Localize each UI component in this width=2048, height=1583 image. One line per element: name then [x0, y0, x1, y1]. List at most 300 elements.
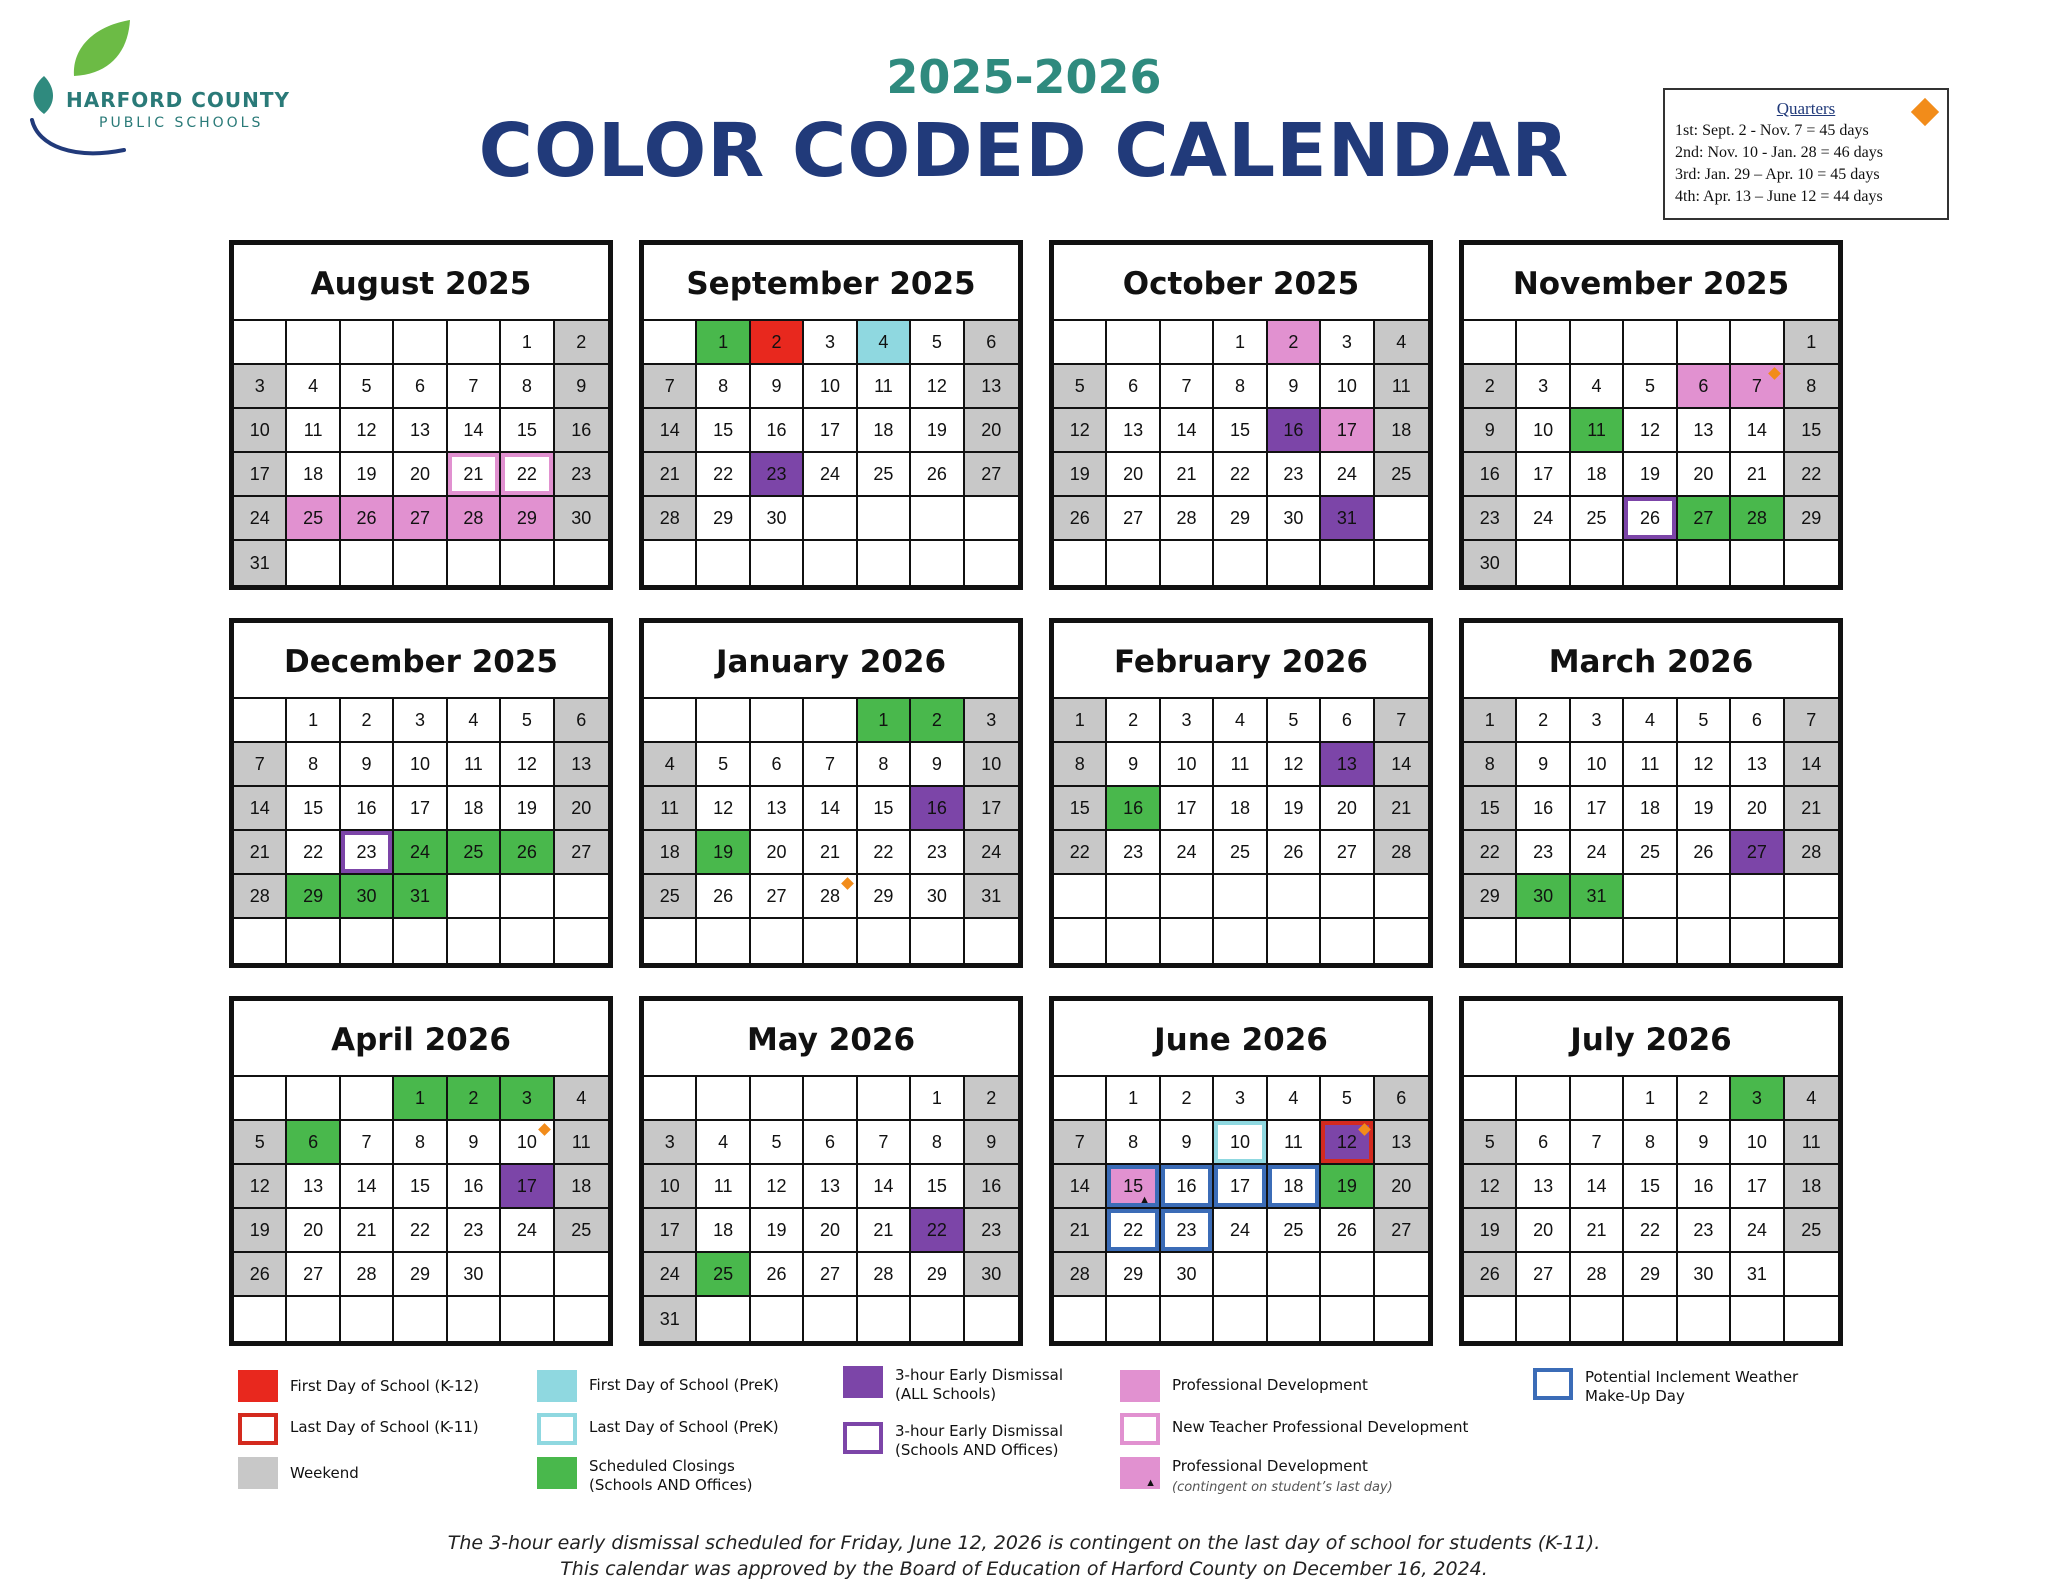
- day-cell: 20: [1731, 787, 1784, 831]
- empty-cell: [341, 541, 394, 585]
- day-cell: 2: [1464, 365, 1517, 409]
- month-calendar: [1459, 996, 1843, 1346]
- empty-cell: [1054, 321, 1107, 365]
- day-cell: 14: [234, 787, 287, 831]
- legend-label-line: (Schools AND Offices): [895, 1441, 1059, 1459]
- day-cell: 16: [1161, 1165, 1214, 1209]
- empty-cell: [858, 919, 911, 963]
- legend-label-line: (Schools AND Offices): [589, 1476, 753, 1494]
- day-cell: 15: [911, 1165, 964, 1209]
- empty-cell: [234, 321, 287, 365]
- day-cell: 12: [911, 365, 964, 409]
- day-cell: 6: [1375, 1077, 1428, 1121]
- day-cell: 3: [394, 699, 447, 743]
- day-cell: 22: [697, 453, 750, 497]
- day-cell: ▲ 15: [1107, 1165, 1160, 1209]
- empty-cell: [1054, 541, 1107, 585]
- day-cell: 29: [697, 497, 750, 541]
- day-cell: 7: [644, 365, 697, 409]
- day-cell: 1: [1107, 1077, 1160, 1121]
- day-cell: 6: [1731, 699, 1784, 743]
- day-cell: 22: [858, 831, 911, 875]
- empty-cell: [394, 541, 447, 585]
- empty-cell: [1785, 875, 1838, 919]
- empty-cell: [1321, 1253, 1374, 1297]
- day-cell: 1: [1464, 699, 1517, 743]
- day-cell: 29: [1214, 497, 1267, 541]
- day-cell: 30: [965, 1253, 1018, 1297]
- day-cell: 4: [1214, 699, 1267, 743]
- legend-label-line: 3-hour Early Dismissal: [895, 1366, 1064, 1384]
- legend-first-day: [238, 1370, 479, 1402]
- quarter-line: 3rd: Jan. 29 – Apr. 10 = 45 days: [1675, 166, 1880, 183]
- empty-cell: [1054, 1297, 1107, 1341]
- day-cell: 7: [858, 1121, 911, 1165]
- empty-cell: [555, 1297, 608, 1341]
- day-cell: 7: [1785, 699, 1838, 743]
- day-cell: 14: [858, 1165, 911, 1209]
- day-cell: 6: [287, 1121, 340, 1165]
- day-cell: 23: [1464, 497, 1517, 541]
- month-calendar: [1049, 240, 1433, 590]
- month-title: January 2026: [644, 623, 1018, 699]
- empty-cell: [1107, 541, 1160, 585]
- day-cell: 28: [858, 1253, 911, 1297]
- empty-cell: [394, 321, 447, 365]
- day-cell: 4: [1571, 365, 1624, 409]
- legend-label-line: Potential Inclement Weather: [1585, 1368, 1799, 1386]
- legend-swatch: [537, 1370, 577, 1402]
- day-cell: 20: [1321, 787, 1374, 831]
- empty-cell: [1731, 919, 1784, 963]
- day-cell: 22: [287, 831, 340, 875]
- day-cell: 2: [1268, 321, 1321, 365]
- day-cell: 1: [1785, 321, 1838, 365]
- day-cell: 25: [1571, 497, 1624, 541]
- day-cell: 22: [1214, 453, 1267, 497]
- day-cell: 19: [1678, 787, 1731, 831]
- day-cell: 29: [1785, 497, 1838, 541]
- day-cell: 17: [1321, 409, 1374, 453]
- day-cell: 29: [858, 875, 911, 919]
- day-cell: 23: [1517, 831, 1570, 875]
- day-cell: 9: [1517, 743, 1570, 787]
- empty-cell: [1571, 1297, 1624, 1341]
- day-cell: 14: [804, 787, 857, 831]
- month-title: November 2025: [1464, 245, 1838, 321]
- day-cell: 10: [644, 1165, 697, 1209]
- legend-swatch: [843, 1366, 883, 1398]
- day-cell: 24: [1731, 1209, 1784, 1253]
- day-cell: 7: [1571, 1121, 1624, 1165]
- legend-label: [589, 1457, 752, 1495]
- day-cell: 2: [1517, 699, 1570, 743]
- empty-cell: [1464, 321, 1517, 365]
- day-cell: 20: [1375, 1165, 1428, 1209]
- empty-cell: [697, 541, 750, 585]
- legend-label: First Day of School (PreK): [589, 1376, 779, 1394]
- day-cell: 19: [1464, 1209, 1517, 1253]
- empty-cell: [394, 1297, 447, 1341]
- day-cell: 3: [644, 1121, 697, 1165]
- empty-cell: [1054, 875, 1107, 919]
- day-cell: 10: [1321, 365, 1374, 409]
- empty-cell: [234, 919, 287, 963]
- day-cell: 31: [1731, 1253, 1784, 1297]
- month-days-grid: [644, 1077, 1018, 1341]
- legend-label: [1172, 1457, 1393, 1497]
- legend-early-all: [843, 1366, 1063, 1404]
- day-cell: 26: [341, 497, 394, 541]
- day-cell: 12: [501, 743, 554, 787]
- day-cell: 18: [1785, 1165, 1838, 1209]
- day-cell: 23: [448, 1209, 501, 1253]
- empty-cell: [1375, 1297, 1428, 1341]
- day-cell: 31: [1571, 875, 1624, 919]
- day-cell: 28: [341, 1253, 394, 1297]
- day-cell: 7: [1161, 365, 1214, 409]
- day-cell: 11: [287, 409, 340, 453]
- day-cell: 1: [697, 321, 750, 365]
- day-cell: 13: [1375, 1121, 1428, 1165]
- day-cell: 11: [1785, 1121, 1838, 1165]
- day-cell: 22: [1054, 831, 1107, 875]
- day-cell: 7: [341, 1121, 394, 1165]
- day-cell: 16: [1464, 453, 1517, 497]
- day-cell: 12: [751, 1165, 804, 1209]
- title-year: 2025-2026: [886, 50, 1162, 104]
- empty-cell: [644, 1077, 697, 1121]
- legend-pd: [1120, 1370, 1368, 1402]
- day-cell: 15: [1785, 409, 1838, 453]
- day-cell: 12: [1054, 409, 1107, 453]
- day-cell: 19: [697, 831, 750, 875]
- day-cell: 22: [394, 1209, 447, 1253]
- day-cell: 15: [287, 787, 340, 831]
- day-cell: 14: [1785, 743, 1838, 787]
- day-cell: 12: [1464, 1165, 1517, 1209]
- month-days-grid: [1464, 699, 1838, 963]
- empty-cell: [1731, 321, 1784, 365]
- empty-cell: [501, 1297, 554, 1341]
- empty-cell: [911, 541, 964, 585]
- empty-cell: [1517, 1077, 1570, 1121]
- day-cell: 19: [911, 409, 964, 453]
- day-cell: 19: [1268, 787, 1321, 831]
- day-cell: 5: [501, 699, 554, 743]
- day-cell: 11: [448, 743, 501, 787]
- empty-cell: [644, 919, 697, 963]
- day-cell: 5: [911, 321, 964, 365]
- empty-cell: [1268, 1297, 1321, 1341]
- day-cell: 16: [1107, 787, 1160, 831]
- footer-note: [0, 1530, 2048, 1582]
- legend-label-line: Make-Up Day: [1585, 1387, 1685, 1405]
- day-cell: 1: [287, 699, 340, 743]
- empty-cell: [287, 541, 340, 585]
- day-cell: 21: [234, 831, 287, 875]
- day-cell: 10: [965, 743, 1018, 787]
- day-cell: 13: [1731, 743, 1784, 787]
- day-cell: 10: [1214, 1121, 1267, 1165]
- day-cell: 2: [341, 699, 394, 743]
- day-cell: 20: [287, 1209, 340, 1253]
- month-title: March 2026: [1464, 623, 1838, 699]
- day-cell: 5: [1321, 1077, 1374, 1121]
- day-cell: 22: [1624, 1209, 1677, 1253]
- empty-cell: [341, 919, 394, 963]
- day-cell: 4: [448, 699, 501, 743]
- empty-cell: [1624, 541, 1677, 585]
- day-cell: 25: [1785, 1209, 1838, 1253]
- empty-cell: [858, 1297, 911, 1341]
- legend-first-prek: [537, 1370, 779, 1402]
- empty-cell: [1107, 919, 1160, 963]
- day-cell: 20: [1107, 453, 1160, 497]
- empty-cell: [697, 699, 750, 743]
- month-calendar: [229, 618, 613, 968]
- day-cell: 14: [644, 409, 697, 453]
- day-cell: 23: [341, 831, 394, 875]
- day-cell: 31: [965, 875, 1018, 919]
- day-cell: 28: [1731, 497, 1784, 541]
- day-cell: 4: [644, 743, 697, 787]
- day-cell: 6: [394, 365, 447, 409]
- day-cell: 4: [1785, 1077, 1838, 1121]
- day-cell: 3: [1161, 699, 1214, 743]
- day-cell: 21: [804, 831, 857, 875]
- empty-cell: [1375, 1253, 1428, 1297]
- day-cell: 17: [1161, 787, 1214, 831]
- day-cell: 15: [1054, 787, 1107, 831]
- day-cell: 9: [1161, 1121, 1214, 1165]
- empty-cell: [1731, 541, 1784, 585]
- day-cell: 29: [1464, 875, 1517, 919]
- legend-label: Weekend: [290, 1464, 359, 1482]
- empty-cell: [644, 541, 697, 585]
- day-cell: 9: [965, 1121, 1018, 1165]
- day-cell: 18: [858, 409, 911, 453]
- day-cell: 29: [501, 497, 554, 541]
- day-cell: 16: [1517, 787, 1570, 831]
- day-cell: 7: [448, 365, 501, 409]
- day-cell: 9: [1107, 743, 1160, 787]
- day-cell: 28: [1571, 1253, 1624, 1297]
- legend-label: Last Day of School (PreK): [589, 1418, 779, 1436]
- day-cell: 26: [234, 1253, 287, 1297]
- day-cell: 16: [1678, 1165, 1731, 1209]
- day-cell: 7: [1375, 699, 1428, 743]
- quarter-line: 1st: Sept. 2 - Nov. 7 = 45 days: [1675, 122, 1869, 139]
- legend-label-line: (ALL Schools): [895, 1385, 997, 1403]
- day-cell: 20: [1678, 453, 1731, 497]
- day-cell: 5: [697, 743, 750, 787]
- day-cell: 6: [751, 743, 804, 787]
- day-cell: 20: [965, 409, 1018, 453]
- day-cell: 5: [234, 1121, 287, 1165]
- empty-cell: [911, 497, 964, 541]
- quarter-line: 4th: Apr. 13 – June 12 = 44 days: [1675, 188, 1883, 205]
- day-cell: 5: [1268, 699, 1321, 743]
- day-cell: 25: [448, 831, 501, 875]
- empty-cell: [697, 919, 750, 963]
- empty-cell: [555, 541, 608, 585]
- empty-cell: [965, 1297, 1018, 1341]
- empty-cell: [448, 1297, 501, 1341]
- empty-cell: [697, 1297, 750, 1341]
- month-calendar: [639, 618, 1023, 968]
- day-cell: 8: [1214, 365, 1267, 409]
- day-cell: 19: [1624, 453, 1677, 497]
- day-cell: 23: [1107, 831, 1160, 875]
- empty-cell: [1624, 1297, 1677, 1341]
- day-cell: 24: [965, 831, 1018, 875]
- day-cell: 15: [858, 787, 911, 831]
- day-cell: 23: [1678, 1209, 1731, 1253]
- day-cell: 20: [394, 453, 447, 497]
- day-cell: 6: [804, 1121, 857, 1165]
- day-cell: 30: [1464, 541, 1517, 585]
- day-cell: 26: [911, 453, 964, 497]
- day-cell: 21: [858, 1209, 911, 1253]
- month-days-grid: [644, 699, 1018, 963]
- day-cell: 30: [1268, 497, 1321, 541]
- month-title: June 2026: [1054, 1001, 1428, 1077]
- day-cell: 14: [1054, 1165, 1107, 1209]
- day-cell: 30: [341, 875, 394, 919]
- month-title: August 2025: [234, 245, 608, 321]
- day-cell: 2: [751, 321, 804, 365]
- month-title: December 2025: [234, 623, 608, 699]
- day-cell: 22: [1107, 1209, 1160, 1253]
- day-cell: 24: [1517, 497, 1570, 541]
- day-cell: 10: [1161, 743, 1214, 787]
- legend-label-line: Scheduled Closings: [589, 1457, 735, 1475]
- empty-cell: [1375, 875, 1428, 919]
- empty-cell: [804, 1297, 857, 1341]
- day-cell: 27: [1731, 831, 1784, 875]
- day-cell: 15: [697, 409, 750, 453]
- empty-cell: [1678, 1297, 1731, 1341]
- day-cell: 5: [1054, 365, 1107, 409]
- legend-weekend: [238, 1457, 359, 1489]
- day-cell: 12: [1268, 743, 1321, 787]
- empty-cell: [1268, 1253, 1321, 1297]
- day-cell: 8: [1624, 1121, 1677, 1165]
- empty-cell: [1268, 875, 1321, 919]
- empty-cell: [1571, 321, 1624, 365]
- day-cell: 24: [644, 1253, 697, 1297]
- empty-cell: [965, 919, 1018, 963]
- empty-cell: [1678, 875, 1731, 919]
- day-cell: 13: [804, 1165, 857, 1209]
- month-days-grid: [1464, 321, 1838, 585]
- day-cell: 23: [965, 1209, 1018, 1253]
- day-cell: 24: [1571, 831, 1624, 875]
- empty-cell: [287, 919, 340, 963]
- day-cell: 14: [1375, 743, 1428, 787]
- day-cell: 4: [287, 365, 340, 409]
- day-cell: 31: [1321, 497, 1374, 541]
- empty-cell: [804, 497, 857, 541]
- day-cell: 28: [1375, 831, 1428, 875]
- day-cell: 1: [394, 1077, 447, 1121]
- day-cell: 9: [341, 743, 394, 787]
- empty-cell: [287, 1297, 340, 1341]
- empty-cell: [858, 541, 911, 585]
- month-title: April 2026: [234, 1001, 608, 1077]
- empty-cell: [858, 497, 911, 541]
- legend-swatch: [843, 1422, 883, 1454]
- day-cell: 18: [1571, 453, 1624, 497]
- day-cell: 29: [287, 875, 340, 919]
- legend-label-line: 3-hour Early Dismissal: [895, 1422, 1064, 1440]
- day-cell: 28: [448, 497, 501, 541]
- day-cell: 25: [1375, 453, 1428, 497]
- legend-swatch: [238, 1413, 278, 1445]
- legend-weather: [1533, 1368, 1798, 1406]
- empty-cell: [1785, 541, 1838, 585]
- empty-cell: [1785, 1253, 1838, 1297]
- quarters-heading: Quarters: [1776, 99, 1836, 118]
- day-cell: 9: [1678, 1121, 1731, 1165]
- day-cell: 2: [911, 699, 964, 743]
- day-cell: 28: [644, 497, 697, 541]
- day-cell: 23: [1268, 453, 1321, 497]
- day-cell: 28: [1054, 1253, 1107, 1297]
- day-cell: 24: [234, 497, 287, 541]
- day-cell: 13: [1321, 743, 1374, 787]
- day-cell: 2: [965, 1077, 1018, 1121]
- legend-label: Professional Development: [1172, 1376, 1368, 1394]
- day-cell: 5: [751, 1121, 804, 1165]
- empty-cell: [1107, 875, 1160, 919]
- day-cell: 8: [394, 1121, 447, 1165]
- day-cell: 4: [1624, 699, 1677, 743]
- day-cell: 17: [1571, 787, 1624, 831]
- day-cell: 22: [911, 1209, 964, 1253]
- month-days-grid: [1464, 1077, 1838, 1341]
- day-cell: 24: [1321, 453, 1374, 497]
- month-calendar: [1049, 618, 1433, 968]
- day-cell: 30: [448, 1253, 501, 1297]
- day-cell: 18: [1214, 787, 1267, 831]
- day-cell: 28: [804, 875, 857, 919]
- day-cell: 12: [697, 787, 750, 831]
- day-cell: 13: [965, 365, 1018, 409]
- empty-cell: [501, 541, 554, 585]
- day-cell: 29: [911, 1253, 964, 1297]
- day-cell: 28: [1161, 497, 1214, 541]
- day-cell: 31: [394, 875, 447, 919]
- empty-cell: [804, 1077, 857, 1121]
- day-cell: 26: [501, 831, 554, 875]
- empty-cell: [1161, 919, 1214, 963]
- empty-cell: [1321, 541, 1374, 585]
- day-cell: 26: [1464, 1253, 1517, 1297]
- day-cell: 23: [911, 831, 964, 875]
- day-cell: 27: [287, 1253, 340, 1297]
- empty-cell: [1054, 1077, 1107, 1121]
- empty-cell: [1214, 919, 1267, 963]
- day-cell: 21: [1785, 787, 1838, 831]
- empty-cell: [1785, 1297, 1838, 1341]
- day-cell: 29: [394, 1253, 447, 1297]
- empty-cell: [1517, 541, 1570, 585]
- day-cell: 11: [1268, 1121, 1321, 1165]
- empty-cell: [501, 875, 554, 919]
- empty-cell: [1731, 1297, 1784, 1341]
